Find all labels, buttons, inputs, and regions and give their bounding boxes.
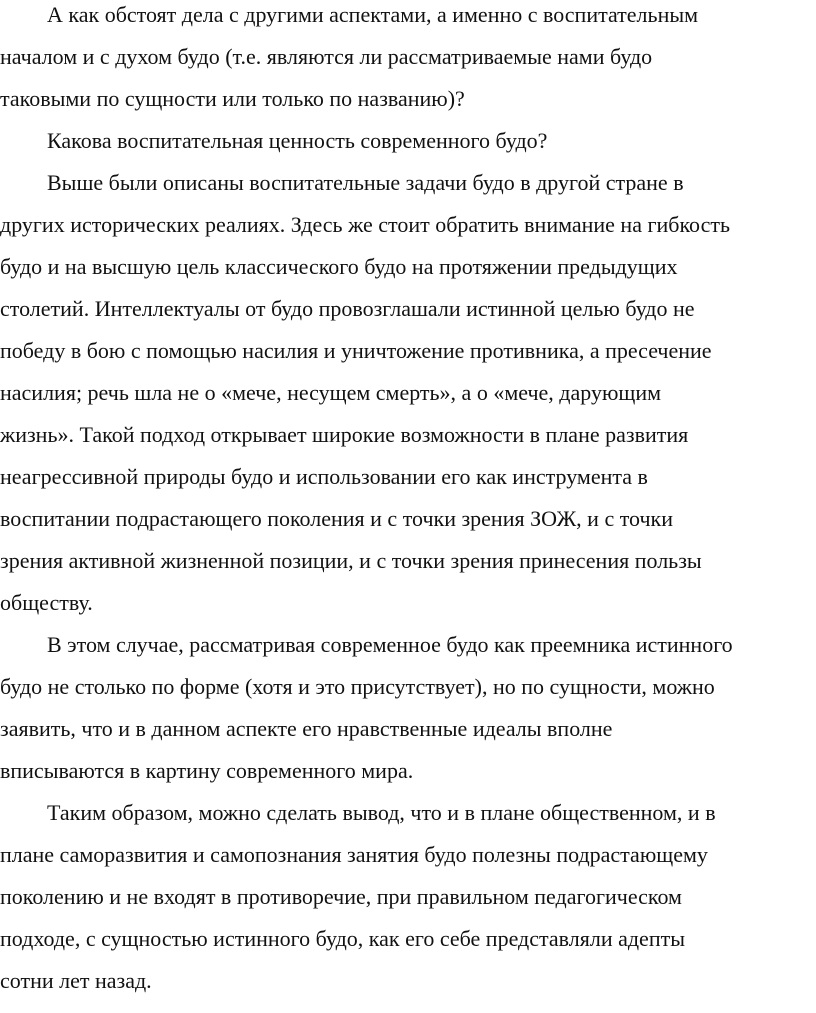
text-line: В этом случае, рассматривая современное будо как преемника истинного	[47, 632, 733, 657]
text-line: других исторических реалиях. Здесь же стоит обратить внимание на гибкость	[0, 212, 730, 237]
text-line: зрения активной жизненной позиции, и с точки зрения принесения пользы	[0, 548, 702, 573]
text-line: победу в бою с помощью насилия и уничтожение противника, а пресечение	[0, 338, 712, 363]
text-line: сотни лет назад.	[0, 968, 152, 993]
text-line: столетий. Интеллектуалы от будо провозглашали истинной целью будо не	[0, 296, 695, 321]
text-line: таковыми по сущности или только по названию)?	[0, 86, 465, 111]
text-line: воспитании подрастающего поколения и с точки зрения ЗОЖ, и с точки	[0, 506, 673, 531]
paragraph-1	[0, 0, 810, 120]
text-line: Выше были описаны воспитательные задачи будо в другой стране в	[47, 170, 684, 195]
text-line: будо не столько по форме (хотя и это присутствует), но по сущности, можно	[0, 674, 715, 699]
text-line: жизнь». Такой подход открывает широкие возможности в плане развития	[0, 422, 689, 447]
text-line: вписываются в картину современного мира.	[0, 758, 414, 783]
text-line: Какова воспитательная ценность современного будо?	[47, 128, 548, 153]
paragraph-5	[0, 792, 810, 1002]
text-line: плане саморазвития и самопознания занятия будо полезны подрастающему	[0, 842, 708, 867]
text-line: обществу.	[0, 590, 93, 615]
paragraph-2	[0, 120, 810, 162]
text-line: заявить, что и в данном аспекте его нравственные идеалы вполне	[0, 716, 613, 741]
text-line: подходе, с сущностью истинного будо, как его себе представляли адепты	[0, 926, 685, 951]
text-line: насилия; речь шла не о «мече, несущем смерть», а о «мече, дарующим	[0, 380, 662, 405]
paragraph-4	[0, 624, 810, 792]
text-line: неагрессивной природы будо и использовании его как инструмента в	[0, 464, 648, 489]
text-line: поколению и не входят в противоречие, при правильном педагогическом	[0, 884, 682, 909]
text-line: А как обстоят дела с другими аспектами, а именно с воспитательным	[47, 2, 699, 27]
text-line: началом и с духом будо (т.е. являются ли рассматриваемые нами будо	[0, 44, 653, 69]
text-line: будо и на высшую цель классического будо на протяжении предыдущих	[0, 254, 678, 279]
paragraph-3	[0, 162, 810, 624]
text-line: Таким образом, можно сделать вывод, что и в плане общественном, и в	[47, 800, 716, 825]
